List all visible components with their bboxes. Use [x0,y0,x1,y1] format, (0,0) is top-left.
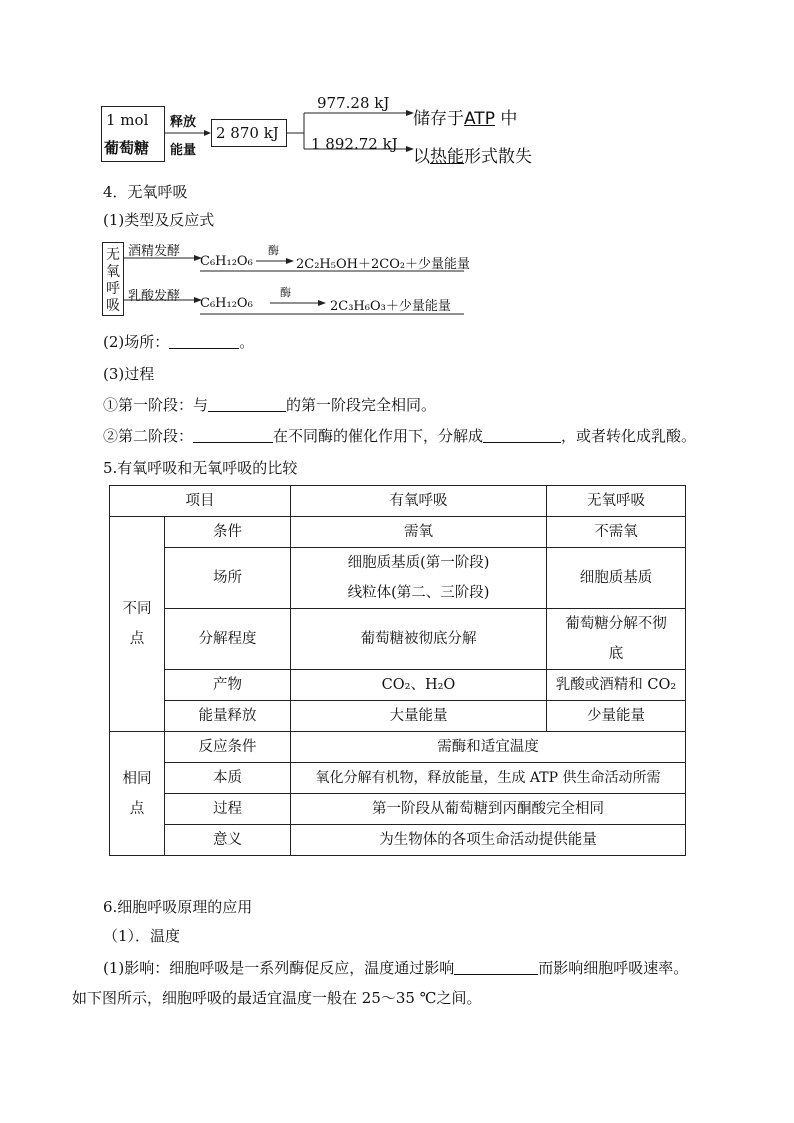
heat-term: 热能 [430,147,464,167]
stored-energy-value: 977.28 kJ [317,94,390,112]
atp-term: ATP [464,109,495,129]
blank-location [169,333,239,349]
step1-line: ①第一阶段：与 的第一阶段完全相同。 [103,396,437,414]
blank-temperature [454,959,538,975]
table-row: 本质 氧化分解有机物，释放能量，生成 ATP 供生命活动所需 [110,763,686,794]
table-row: 意义 为生物体的各项生命活动提供能量 [110,825,686,856]
blank-step2-b [483,427,561,443]
section4-sub2: (2)场所： 。 [103,333,255,351]
table-row: 能量释放 大量能量 少量能量 [110,701,686,732]
alcohol-product: 2C₂H₅OH＋2CO₂＋少量能量 [296,257,471,272]
header-aerobic: 有氧呼吸 [291,486,547,517]
glucose-label: 葡萄糖 [104,139,150,157]
table-row: 分解程度 葡萄糖被彻底分解 葡萄糖分解不彻 底 [110,609,686,670]
section6-sub1: （1）．温度 [103,927,181,945]
table-row: 不同 点 条件 需氧 不需氧 [110,517,686,548]
diff-group-label: 不同 点 [110,517,165,732]
header-anaerobic: 无氧呼吸 [547,486,686,517]
lactic-product: 2C₃H₆O₃＋少量能量 [330,299,451,314]
alcohol-fermentation-label: 酒精发酵 [128,244,181,259]
release-label-1: 释放 [170,115,197,130]
section4-sub1: (1)类型及反应式 [103,211,215,229]
anaerobic-box: 无 氧 呼 吸 [102,242,124,316]
table-row: 相同 点 反应条件 需酶和适宜温度 [110,732,686,763]
lactic-enzyme: 酶 [280,286,291,299]
glucose-box [101,106,165,162]
blank-step2-a [193,427,273,443]
section4-heading: 4．无氧呼吸 [103,183,188,201]
stored-atp-text: 储存于ATP 中 [413,109,518,129]
section6-p1: (1)影响：细胞呼吸是一系列酶促反应，温度通过影响 而影响细胞呼吸速率。 [103,959,689,977]
section6-heading: 6.细胞呼吸原理的应用 [103,898,253,916]
section6-p2: 如下图所示，细胞呼吸的最适宜温度一般在 25～35 ℃之间。 [72,989,482,1007]
lactic-fermentation-label: 乳酸发酵 [128,289,181,304]
blank-step1 [208,396,286,412]
comparison-table [109,485,686,856]
table-row: 过程 第一阶段从葡萄糖到丙酮酸完全相同 [110,794,686,825]
arrow-to-total [165,127,213,139]
alcohol-reactant: C₆H₁₂O₆ [200,254,253,269]
header-item: 项目 [110,486,291,517]
table-row: 产物 CO₂、H₂O 乳酸或酒精和 CO₂ [110,670,686,701]
step2-line: ②第二阶段： 在不同酶的催化作用下，分解成 ，或者转化成乳酸。 [103,427,697,445]
release-label-2: 能量 [170,143,197,158]
section5-heading: 5.有氧呼吸和无氧呼吸的比较 [103,459,298,477]
total-energy-box [211,119,287,147]
lactic-reactant: C₆H₁₂O₆ [200,296,253,311]
heat-loss-text: 以热能形式散失 [413,147,532,167]
total-energy: 2 870 kJ [216,124,279,142]
section4-sub3: (3)过程 [103,365,155,383]
table-row: 场所 细胞质基质(第一阶段) 线粒体(第二、三阶段) 细胞质基质 [110,548,686,609]
heat-energy-value: 1 892.72 kJ [311,135,398,153]
alcohol-enzyme: 酶 [268,244,279,257]
table-header-row [110,486,686,517]
glucose-amount: 1 mol [106,111,149,129]
same-group-label: 相同 点 [110,732,165,856]
